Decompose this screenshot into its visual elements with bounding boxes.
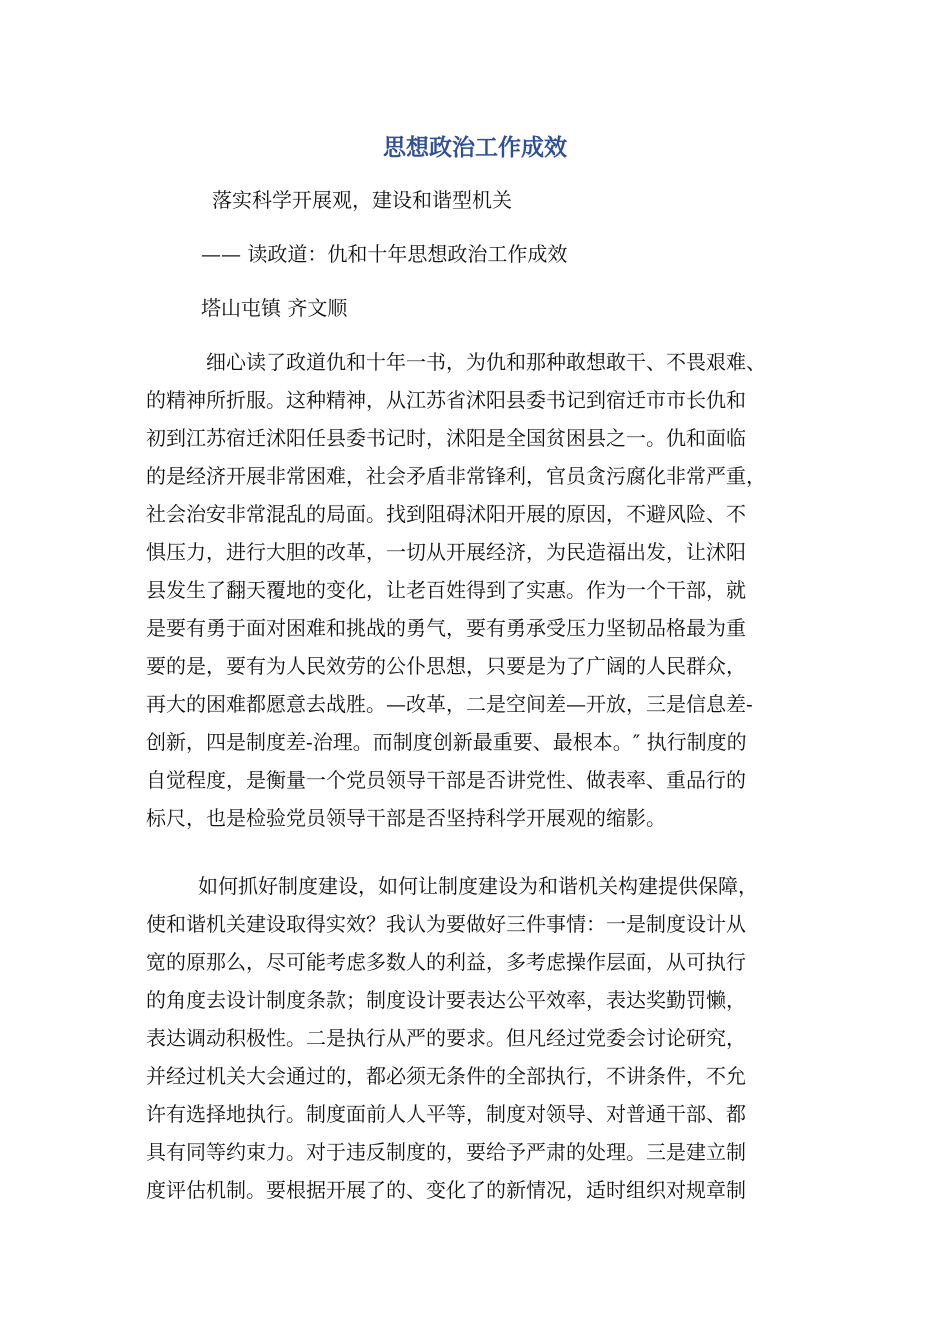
paragraph-2-line: 表达调动积极性。二是执行从严的要求。但凡经过党委会讨论研究， [146, 1026, 746, 1050]
paragraph-1-line: 要的是，要有为人民效劳的公仆思想，只要是为了广阔的人民群众， [146, 654, 746, 678]
paragraph-2-line: 许有选择地执行。制度面前人人平等，制度对领导、对普通干部、都 [146, 1102, 746, 1126]
paragraph-2-line: 使和谐机关建设取得实效？我认为要做好三件事情：一是制度设计从 [146, 912, 746, 936]
paragraph-1-line: 的是经济开展非常困难，社会矛盾非常锋利，官员贪污腐化非常严重， [146, 464, 766, 488]
paragraph-2-line: 具有同等约束力。对于违反制度的，要给予严肃的处理。三是建立制 [146, 1140, 746, 1164]
paragraph-1-line: 自觉程度，是衡量一个党员领导干部是否讲党性、做表率、重品行的 [146, 768, 746, 792]
paragraph-1-line: 县发生了翻天覆地的变化，让老百姓得到了实惠。作为一个干部，就 [146, 578, 746, 602]
paragraph-1-line: 社会治安非常混乱的局面。找到阻碍沭阳开展的原因，不避风险、不 [146, 502, 746, 526]
source-line: —— 读政道：仇和十年思想政治工作成效 [201, 242, 568, 266]
paragraph-2-line: 度评估机制。要根据开展了的、变化了的新情况，适时组织对规章制 [146, 1178, 746, 1202]
paragraph-2-line: 并经过机关大会通过的，都必须无条件的全部执行，不讲条件，不允 [146, 1064, 746, 1088]
paragraph-2-line: 的角度去设计制度条款；制度设计要表达公平效率，表达奖勤罚懒， [146, 988, 746, 1012]
paragraph-1-line: 标尺，也是检验党员领导干部是否坚持科学开展观的缩影。 [146, 806, 666, 830]
paragraph-1-line: 细心读了政道仇和十年一书，为仇和那种敢想敢干、不畏艰难、 [206, 350, 766, 374]
subtitle: 落实科学开展观，建设和谐型机关 [212, 188, 512, 212]
document-title: 思想政治工作成效 [383, 135, 567, 161]
paragraph-1-line: 初到江苏宿迁沭阳任县委书记时，沭阳是全国贫困县之一。仇和面临 [146, 426, 746, 450]
paragraph-1-line: 创新，四是制度差-治理。而制度创新最重要、最根本。″ 执行制度的 [146, 730, 747, 754]
author-line: 塔山屯镇 齐文顺 [201, 296, 348, 320]
paragraph-1-line: 惧压力，进行大胆的改革，一切从开展经济，为民造福出发，让沭阳 [146, 540, 746, 564]
paragraph-2-line: 宽的原那么，尽可能考虑多数人的利益，多考虑操作层面，从可执行 [146, 950, 746, 974]
paragraph-2-line: 如何抓好制度建设，如何让制度建设为和谐机关构建提供保障， [198, 874, 758, 898]
paragraph-1-line: 再大的困难都愿意去战胜。—改革，二是空间差—开放，三是信息差- [146, 692, 753, 716]
paragraph-1-line: 是要有勇于面对困难和挑战的勇气，要有勇承受压力坚韧品格最为重 [146, 616, 746, 640]
paragraph-1-line: 的精神所折服。这种精神，从江苏省沭阳县委书记到宿迁市市长仇和 [146, 388, 746, 412]
